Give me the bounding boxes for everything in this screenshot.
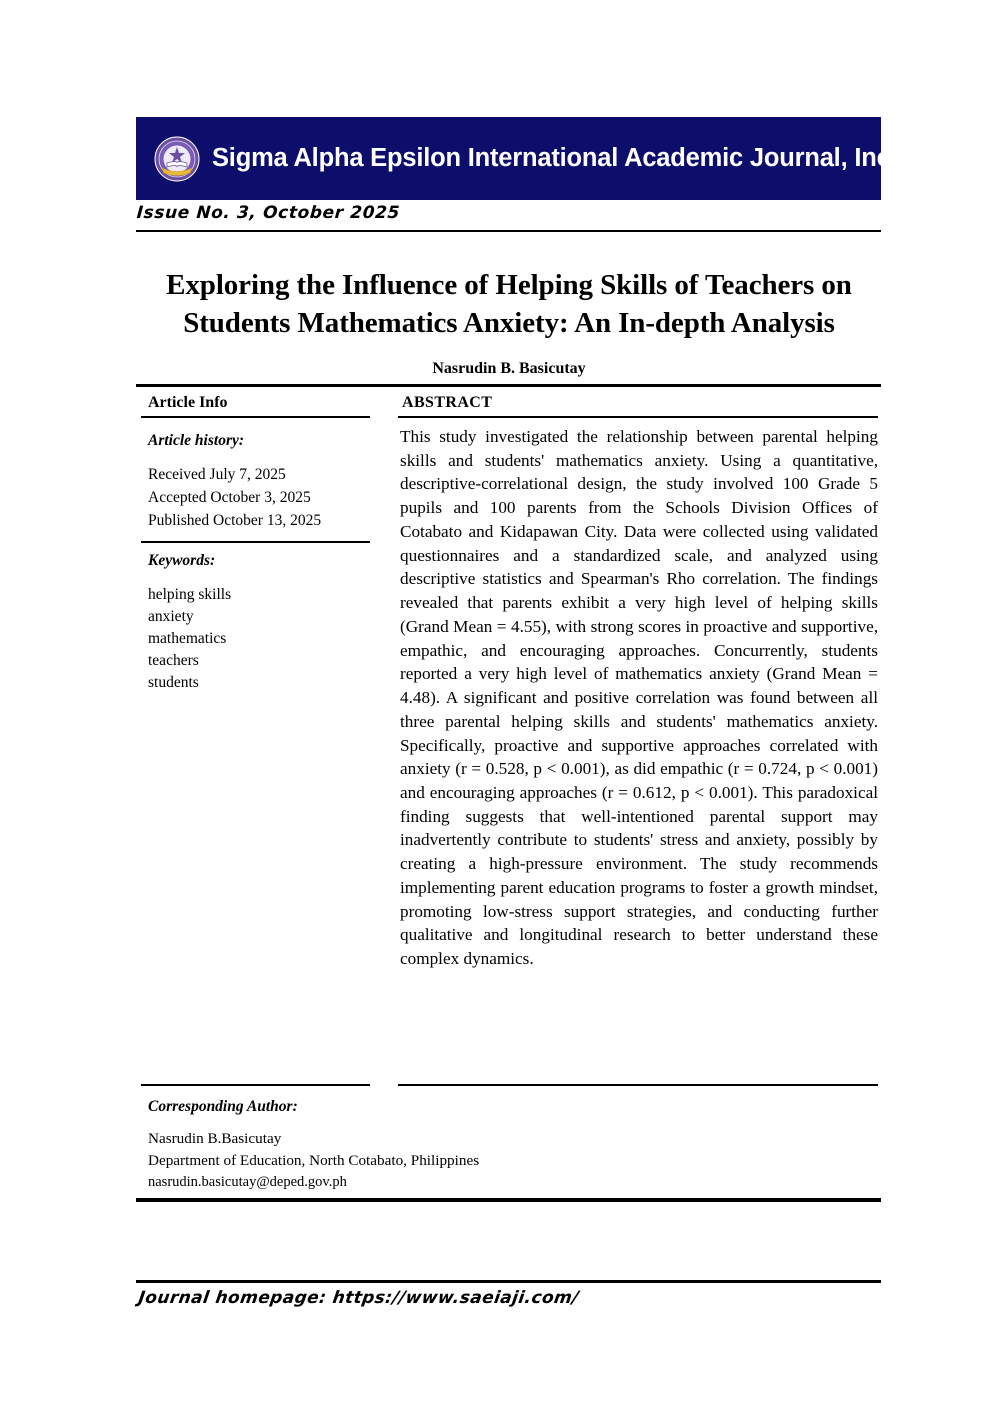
keyword-item: mathematics bbox=[148, 630, 227, 647]
rule-left-middle bbox=[141, 541, 370, 543]
rule-left-top bbox=[141, 416, 370, 418]
corresponding-author-name: Nasrudin B.Basicutay bbox=[148, 1130, 282, 1147]
abstract-text: This study investigated the relationship between parental helping skills and students' mathematics anxiety. Using a quantitative, descriptive-correlational design, the study involved 100 Grade 5 pupils and 100 parents from the Schools Division Offices of Cotabato and Kidapawan City. Data were collected using validated questionnaires and a standardized scale, and analyzed using descriptive statistics and Spearman's Rho correlation. The findings revealed that parents exhibit a very high level of helping skills (Grand Mean = 4.55), with strong scores in proactive and supportive, empathic, and encouraging approaches. Concurrently, students reported a very high level of mathematics anxiety (Grand Mean = 4.48). A significant and positive correlation was found between all three parental helping skills and students' mathematics anxiety. Specifically, proactive and supportive approaches correlated with anxiety (r = 0.528, p < 0.001), as did empathic (r = 0.724, p < 0.001) and encouraging approaches (r = 0.612, p < 0.001). This paradoxical finding suggests that well-intentioned parental support may inadvertently contribute to students' stress and anxiety, possibly by creating a high-pressure environment. The study recommends implementing parent education programs to foster a growth mindset, promoting low-stress support strategies, and conducting further qualitative and longitudinal research to better understand these complex dynamics. bbox=[400, 427, 878, 969]
article-history-list bbox=[148, 464, 370, 533]
keyword-list bbox=[148, 584, 370, 694]
page-title: Exploring the Influence of Helping Skills of Teachers on Students Mathematics Anxiety: An In-depth Analysis bbox=[166, 269, 852, 340]
rule-right-top bbox=[398, 416, 878, 418]
keyword-item: students bbox=[148, 674, 199, 691]
keywords-label: Keywords: bbox=[148, 552, 216, 569]
journal-name: Sigma Alpha Epsilon International Academic Journal, Inc. bbox=[212, 144, 898, 172]
rule-under-author bbox=[136, 384, 881, 387]
corresponding-author-block bbox=[148, 1098, 748, 1193]
article-history-label: Article history: bbox=[148, 432, 245, 449]
journal-masthead bbox=[136, 117, 898, 200]
corresponding-author-label: Corresponding Author: bbox=[148, 1098, 298, 1115]
sigma-alpha-epsilon-seal-icon bbox=[154, 136, 200, 182]
keyword-item: teachers bbox=[148, 652, 199, 669]
keyword-item: helping skills bbox=[148, 586, 232, 603]
rule-left-bottom bbox=[141, 1084, 370, 1086]
author-name: Nasrudin B. Basicutay bbox=[432, 360, 586, 377]
rule-footer bbox=[136, 1280, 881, 1283]
article-info-heading: Article Info bbox=[148, 394, 228, 411]
corresponding-author-email[interactable]: nasrudin.basicutay@deped.gov.ph bbox=[148, 1173, 347, 1190]
abstract-heading: ABSTRACT bbox=[402, 394, 493, 411]
keywords-block bbox=[148, 552, 370, 694]
article-history-block bbox=[148, 432, 370, 533]
rule-section-bottom bbox=[136, 1198, 881, 1202]
rule-right-bottom bbox=[398, 1084, 878, 1086]
history-item-received: Received July 7, 2025 bbox=[148, 466, 286, 483]
journal-homepage-link[interactable]: Journal homepage: https://www.saeiaji.com/ bbox=[137, 1288, 581, 1308]
corresponding-author-details bbox=[148, 1128, 748, 1193]
issue-rule bbox=[136, 230, 881, 232]
history-item-accepted: Accepted October 3, 2025 bbox=[148, 488, 311, 506]
corresponding-author-affiliation: Department of Education, North Cotabato, Philippines bbox=[148, 1151, 480, 1169]
history-item-published: Published October 13, 2025 bbox=[148, 511, 322, 529]
issue-line: Issue No. 3, October 2025 bbox=[136, 203, 401, 223]
keyword-item: anxiety bbox=[148, 608, 194, 625]
